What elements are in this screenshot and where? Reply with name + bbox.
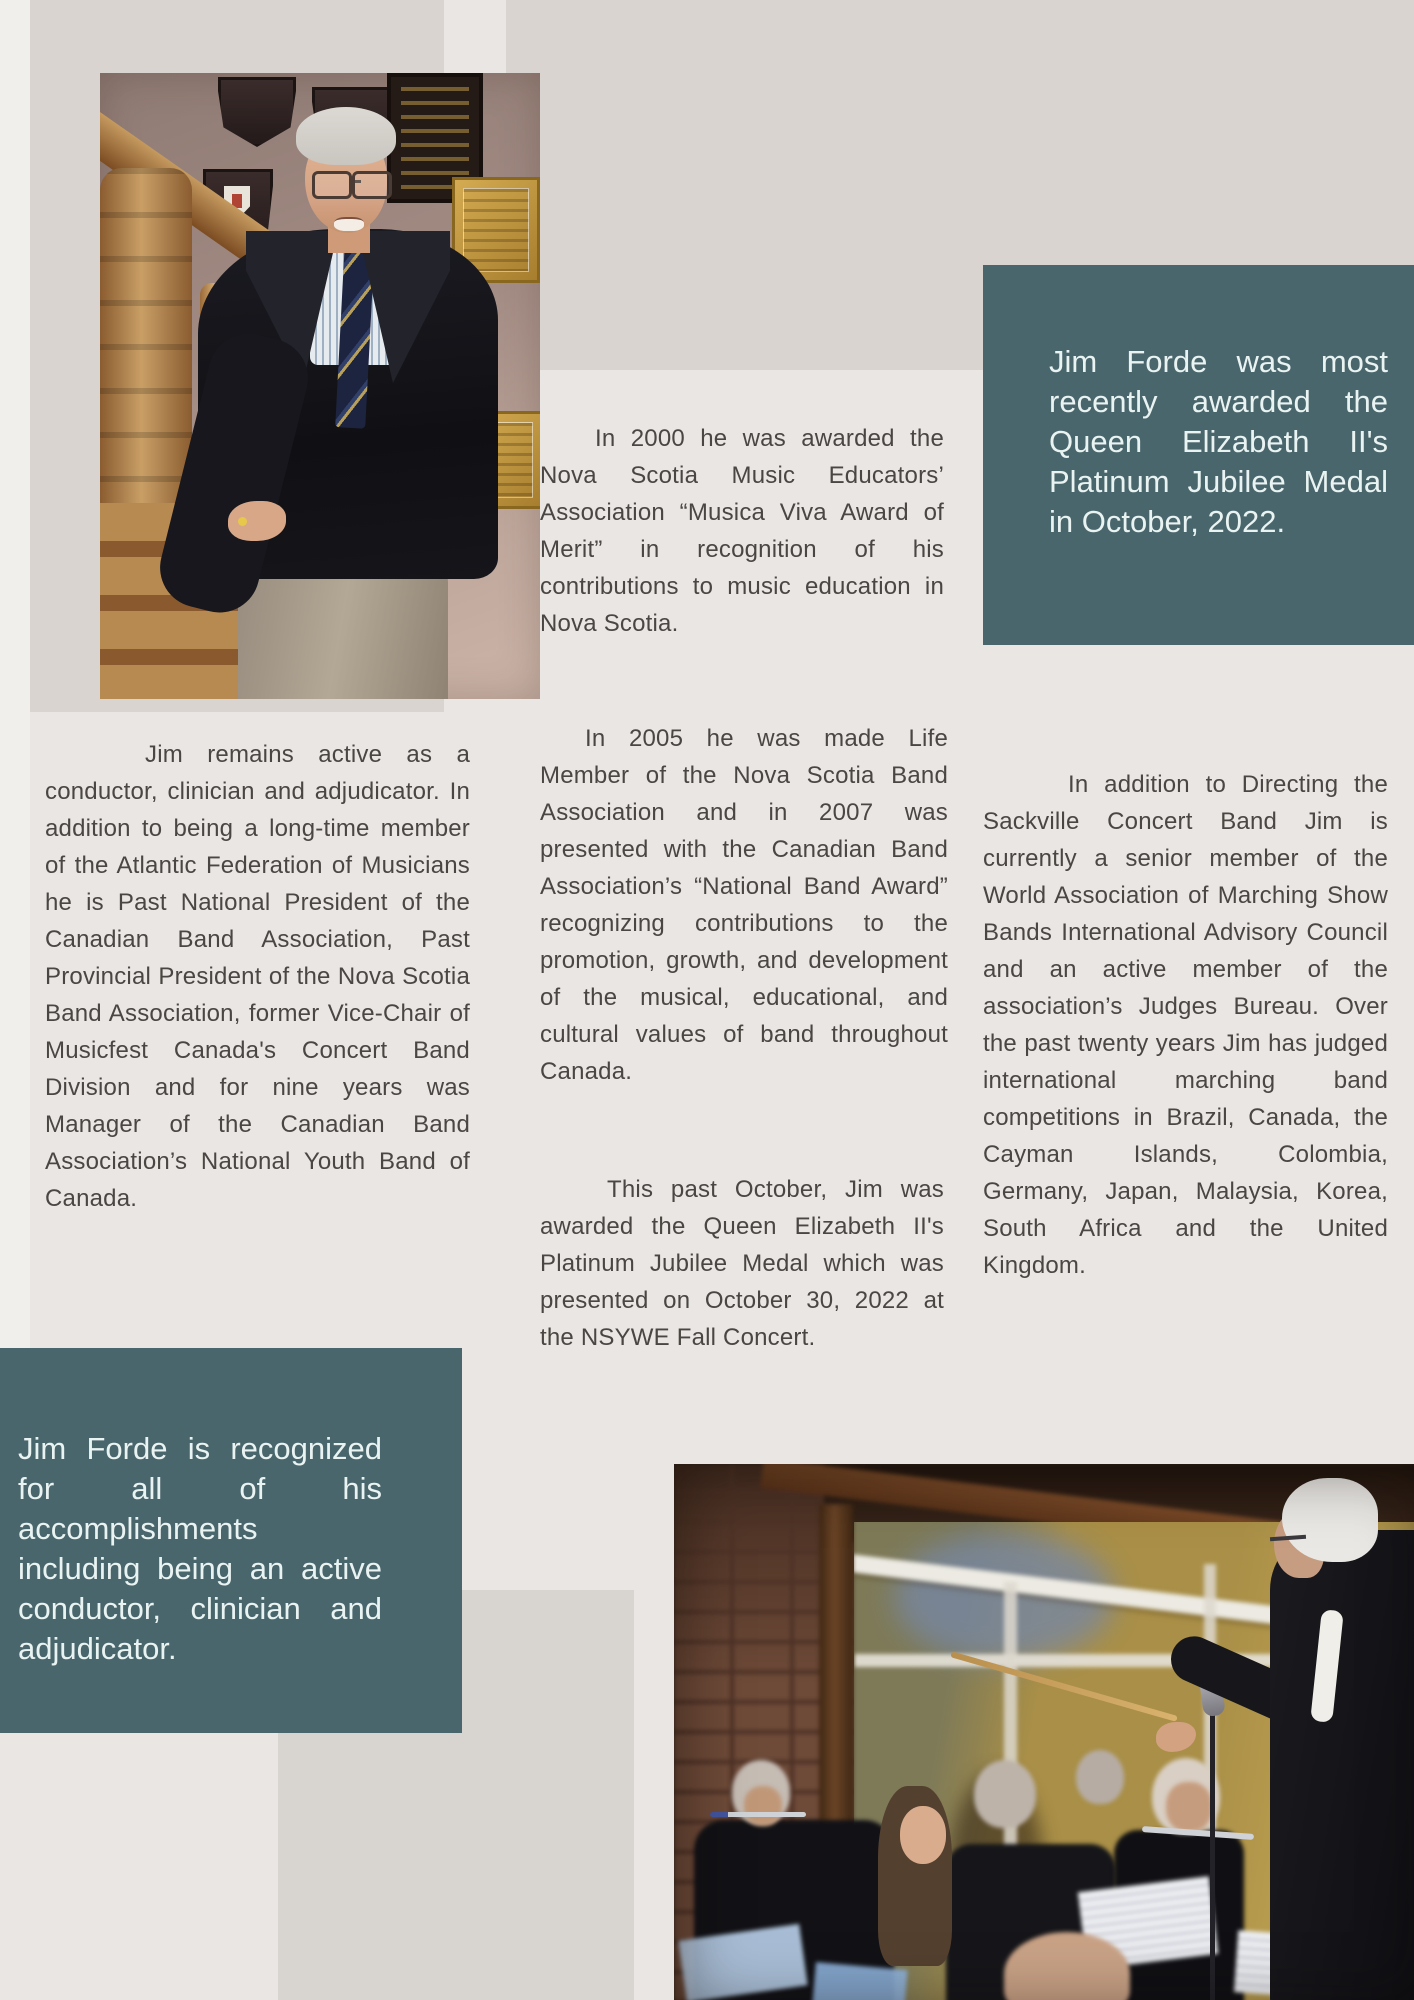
glasses [352, 171, 392, 199]
glasses [312, 171, 352, 199]
hand [228, 501, 286, 541]
callout-jubilee-medal [983, 265, 1414, 645]
background-block-top-right [983, 0, 1414, 265]
photo-jim-forde-portrait [100, 73, 540, 699]
paragraph-directing: In addition to Directing the Sackville Concert Band Jim is currently a senior member of the World Association of Marching Show Bands International Advisory Council and an active member of the association’s Judges Bureau. Over the past twenty years Jim has judged international marching band competitions in Brazil, Canada, the Cayman Islands, Colombia, Germany, Japan, Malaysia, Korea, South Africa and the United Kingdom. [983, 771, 1388, 1279]
callout-jubilee-medal-text: Jim Forde was most recently awarded the Queen Elizabeth II's Platinum Jubilee Medal in October, 2022. [1049, 344, 1388, 539]
background-block-top-middle [506, 0, 983, 370]
smile [334, 217, 364, 231]
paragraph-jubilee-medal: This past October, Jim was awarded the Queen Elizabeth II's Platinum Jubilee Medal which was presented on October 30, 2022 at the NSYWE Fall Concert. [540, 1176, 944, 1351]
paragraph-award-2000: In 2000 he was awarded the Nova Scotia Music Educators’ Association “Musica Viva Award of Merit” in recognition of his contributions to music education in Nova Scotia. [540, 425, 944, 637]
photo-vignette [674, 1464, 1414, 2000]
paragraph-active-roles: Jim remains active as a conductor, clinician and adjudicator. In addition to being a long-time member of the Atlantic Federation of Musicians he is Past National President of the Canadian Band Association, Past Provincial President of the Nova Scotia Band Association, former Vice-Chair of Musicfest Canada's Concert Band Division and for nine years was Manager of the Canadian Band Association’s National Youth Band of Canada. [45, 741, 470, 1212]
callout-recognized [0, 1348, 462, 1733]
gray-hair [296, 107, 396, 165]
jim-forde-figure [100, 73, 540, 699]
paragraph-life-member: In 2005 he was made Life Member of the Nova Scotia Band Association and in 2007 was presented with the Canadian Band Association’s “National Band Award” recognizing contributions to the promotion, growth, and development of the musical, educational, and cultural values of band throughout Canada. [540, 725, 948, 1085]
background-light-column [0, 0, 30, 1348]
callout-recognized-text: Jim Forde is recognized for all of his accomplishments including being an active conductor, clinician and adjudicator. [18, 1431, 382, 1666]
photo-concert-conducting [674, 1464, 1414, 2000]
